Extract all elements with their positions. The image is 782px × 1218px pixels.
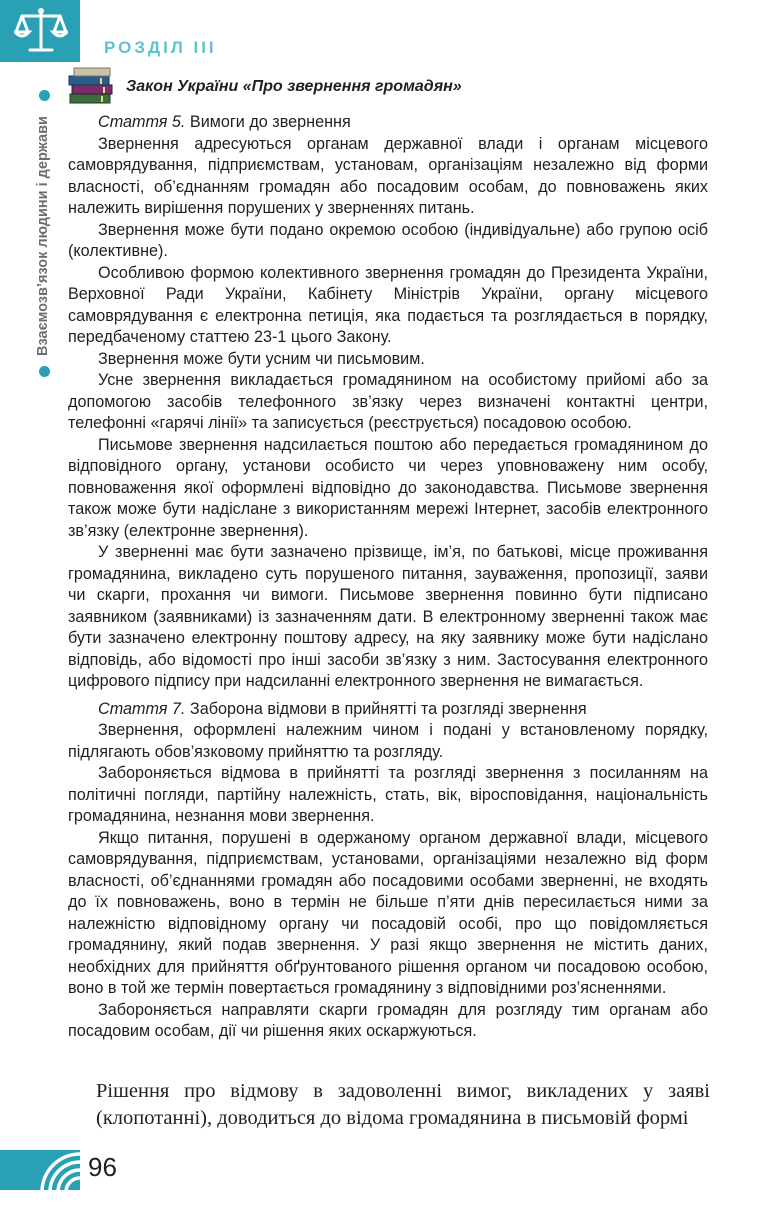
paragraph: Звернення адресуються органам державної влади і органам місцевого самоврядування, підприємствам, установам, організаціям незалежно від форми власності, об’єднанням громадян або посадовим особам, до повноважень яких належить вирішення порушених у зверненнях питань. [68,134,708,217]
bullet-dot-icon [39,90,50,101]
document-title: Закон України «Про звернення громадян» [126,78,462,95]
conclusion-text: Рішення про відмову в задоволенні вимог, викладених у заяві (клопотанні), доводиться до відома громадянина в письмовій формі [96,1080,710,1129]
signal-arcs-icon [36,1146,82,1194]
paragraph: Письмове звернення надсилається поштою або передається громадянином до відповідного органу, установи особисто чи через уповноважену ним особу, повноваження якої оформлені відповідно до законодавства. Письмове звернення також може бути надіслане з використанням мережі Інтернет, засобів електронного зв’язку (електронне звернення). [68,435,708,540]
paragraph: Особливою формою колективного звернення громадян до Президента України, Верховної Ради України, Кабінету Міністрів України, органу місцевого самоврядування є електронна петиція, яка подається та розглядається в порядку, передбаченому статтею 23-1 цього Закону. [68,263,708,346]
sidebar-vertical-label [32,90,58,376]
paragraph: Якщо питання, порушені в одержаному органом державної влади, місцевого самоврядування, підприємствам, установами, організаціями незалежно від форм власності, об’єднаннями громадян або посадовими особами зверненні, не входять до їх повноважень, воно в термін не більше п’яти днів пересилається ними за належністю відповідному органу чи посадовій особі, про що повідомляється громадянину, який подав звернення. У разі якщо звернення не містить даних, необхідних для прийняття обґрунтованого рішення органом чи посадовою особою, воно в той же термін повертається громадянину з відповідними роз’ясненнями. [68,828,708,997]
paragraph: Забороняється відмова в прийнятті та розгляді звернення з посиланням на політичні погляди, партійну належність, стать, вік, віросповідання, національність громадянина, незнання мови звернення. [68,764,708,825]
sidebar-text: Взаємозв’язок людини і держави [35,116,51,356]
scales-of-justice-icon [14,6,68,56]
article-title: Вимоги до звернення [185,113,351,131]
article-title: Заборона відмови в прийнятті та розгляді звернення [185,699,587,718]
section-label: РОЗДІЛ III [104,38,217,57]
article-heading [68,112,708,134]
paragraph: Звернення може бути подано окремою особою (індивідуальне) або групою осіб (колективне). [68,220,708,260]
paragraph: Усне звернення викладається громадянином на особистому прийомі або за допомогою засобів телефонного зв’язку через визначені контактні центри, телефонні «гарячі лінії» та записується (реєструється) посадовою особою. [68,371,708,432]
article-number: Стаття 5. [98,113,186,131]
article-heading [68,699,708,721]
page-number: 96 [88,1152,117,1182]
bullet-dot-icon [39,366,50,377]
article-number: Стаття 7. [98,699,186,718]
paragraph: Звернення може бути усним чи письмовим. [98,349,425,368]
header-logo-block [0,0,80,62]
paragraph: Звернення, оформлені належним чином і подані у встановленому порядку, підлягають обов’язковому прийняттю та розгляду. [68,721,708,761]
books-icon [68,66,118,106]
paragraph: Забороняється направляти скарги громадян для розгляду тим органам або посадовим особам, дії чи рішення яких оскаржуються. [68,1000,708,1040]
law-text [68,112,708,1043]
paragraph: У зверненні має бути зазначено прізвище, ім’я, по батькові, місце проживання громадянина, викладено суть порушеного питання, зауваження, пропозиції, заяви чи скарги, прохання чи вимоги. Письмове звернення повинно бути підписано заявником (заявниками) із зазначенням дати. В електронному зверненні також має бути зазначено електронну поштову адресу, на яку заявнику може бути надіслано відповідь, або відомості про інші засоби зв’язку з ним. Застосування електронного цифрового підпису при надсиланні електронного звернення не вимагається. [68,543,708,690]
